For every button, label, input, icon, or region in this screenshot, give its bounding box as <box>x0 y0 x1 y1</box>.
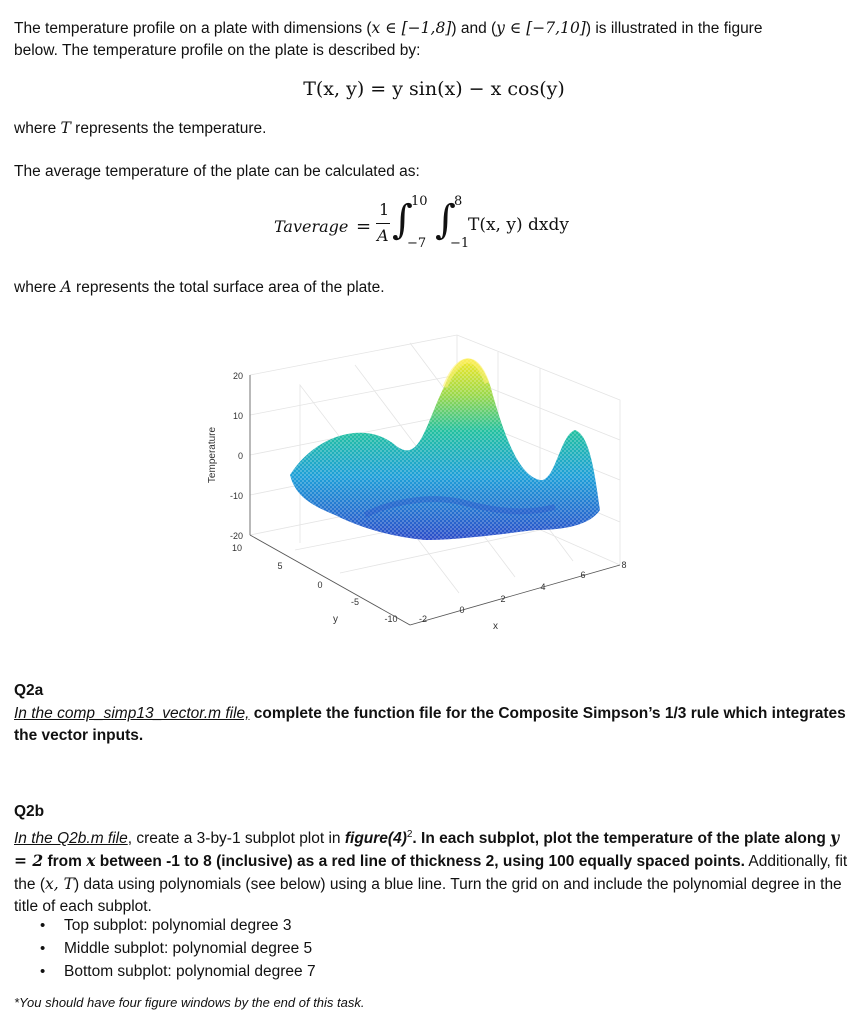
y-axis-label: y <box>333 614 338 625</box>
int2-lower: −1 <box>450 236 470 251</box>
z-tick-neg10: -10 <box>229 491 243 501</box>
q2b-t5b: ) data using polynomials (see below) using a blue line. Turn the grid on and include the polynomial degree in the title of each subplot. <box>14 876 842 916</box>
int2-upper: 8 <box>454 194 463 209</box>
q2b-t5-vars: x, T <box>45 875 74 894</box>
integral-sign-2: ∫ <box>435 197 456 243</box>
var-A: A <box>60 278 72 296</box>
average-intro: The average temperature of the plate can be calculated as: <box>14 163 420 180</box>
y-tick-neg10: -10 <box>384 614 398 624</box>
q2b-y-eq: y = 2 <box>14 828 840 871</box>
x-tick-6: 6 <box>580 570 586 580</box>
temperature-surface <box>290 359 600 540</box>
avg-frac-num: 1 <box>379 200 390 219</box>
x-tick-8: 8 <box>621 560 627 570</box>
q2b-heading: Q2b <box>14 803 45 820</box>
temperature-equation: T(x, y) = y sin(x) − x cos(y) <box>303 78 565 100</box>
int1-lower: −7 <box>407 236 427 251</box>
average-equation <box>270 192 600 256</box>
q2a-heading: Q2a <box>14 682 44 699</box>
q2b-file-link: In the Q2b.m file <box>14 830 128 848</box>
x-tick-0: 0 <box>459 605 465 615</box>
footnote: *You should have four figure windows by the end of this task. <box>14 995 365 1010</box>
avg-frac-den: A <box>377 226 389 245</box>
list-item: • Top subplot: polynomial degree 3 <box>40 914 316 937</box>
q2b-text <box>14 824 848 918</box>
where2-text: represents the total surface area of the plate. <box>71 279 385 296</box>
z-axis-label: Temperature <box>207 426 218 484</box>
list-item: • Middle subplot: polynomial degree 5 <box>40 937 316 960</box>
intro-text-a: The temperature profile on a plate with dimensions ( <box>14 20 372 37</box>
where-area <box>14 276 848 299</box>
q2a-instruction: complete the function file for the Composite Simpson’s 1/3 rule which integrates the vector inputs. <box>14 705 846 744</box>
z-tick-10: 10 <box>232 411 243 421</box>
subplot-list <box>40 914 316 983</box>
surface-plot <box>195 325 645 635</box>
integral-sign-1: ∫ <box>392 197 413 243</box>
y-tick-5: 5 <box>277 561 283 571</box>
q2b-t3: from <box>43 853 87 871</box>
intro-text-d: below. The temperature profile on the plate is described by: <box>14 42 421 59</box>
avg-frac-bar <box>376 223 390 224</box>
q2b-footnote-mark: 2 <box>406 829 413 840</box>
q2b-figure-ref: figure(4) <box>344 830 407 848</box>
var-T: T <box>60 119 71 137</box>
q2b-t1: , create a 3-by-1 subplot plot in <box>127 830 345 848</box>
avg-equals: = <box>356 216 372 237</box>
z-tick-20: 20 <box>232 371 243 381</box>
where2-label: where <box>14 279 61 296</box>
avg-lhs: Taverage <box>274 217 349 236</box>
z-tick-neg20: -20 <box>229 531 243 541</box>
intro-paragraph <box>14 17 848 62</box>
y-tick-neg5: -5 <box>350 597 360 607</box>
q2b-t2: . In each subplot, plot the temperature of the plate along <box>412 830 831 848</box>
q2b-t4: between -1 to 8 (inclusive) as a red line of thickness 2, using 100 equally spaced points. <box>95 853 745 871</box>
q2b-x-var: x <box>86 851 96 871</box>
x-tick-2: 2 <box>500 594 506 604</box>
q2a-file-link: In the comp_simp13_vector.m file, <box>14 705 250 722</box>
x-tick-neg2: -2 <box>418 614 428 624</box>
q2a-text <box>14 703 848 747</box>
where-label: where <box>14 120 61 137</box>
where-temperature <box>14 117 848 140</box>
int1-upper: 10 <box>411 194 428 209</box>
list-item: • Bottom subplot: polynomial degree 7 <box>40 960 316 983</box>
x-axis-label: x <box>493 621 498 632</box>
intro-text-b: ) and ( <box>451 20 497 37</box>
x-range: x ∈ [−1,8] <box>371 19 452 37</box>
where-text: represents the temperature. <box>70 120 267 137</box>
q2b-t5a: Additionally, fit the ( <box>14 853 848 894</box>
avg-integrand: T(x, y) dxdy <box>468 215 569 235</box>
z-tick-0: 0 <box>237 451 243 461</box>
y-range: y ∈ [−7,10] <box>496 19 586 37</box>
y-tick-10: 10 <box>231 543 243 553</box>
intro-text-c: ) is illustrated in the figure <box>585 20 763 37</box>
x-tick-4: 4 <box>540 582 546 592</box>
y-tick-0: 0 <box>317 580 323 590</box>
